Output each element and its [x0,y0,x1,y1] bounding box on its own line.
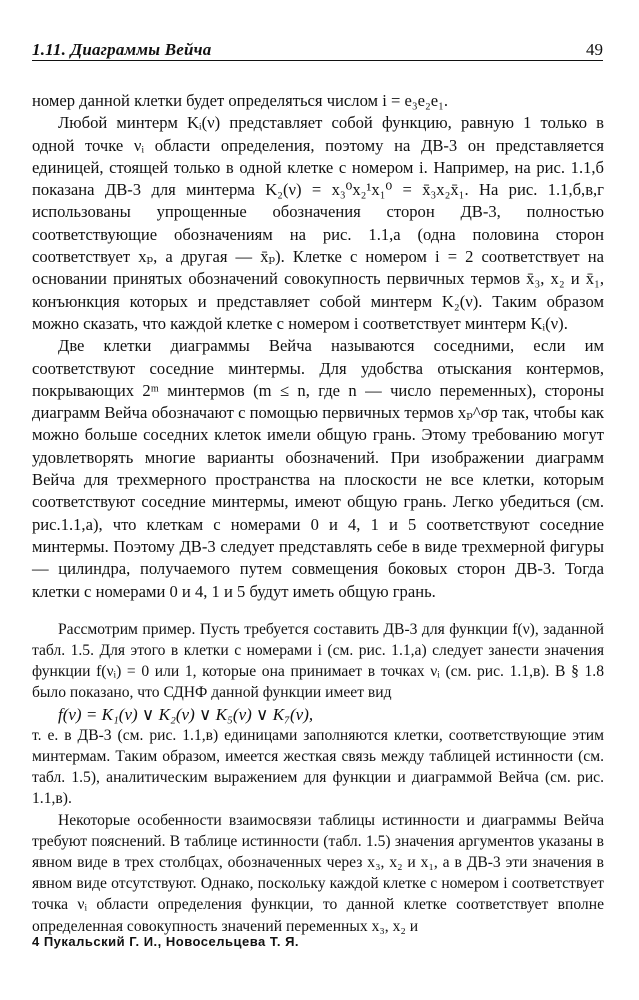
footer-signature: 4 Пукальский Г. И., Новосельцева Т. Я. [32,934,300,949]
paragraph: Любой минтерм Kᵢ(ν) представляет собой функцию, равную 1 только в одной точке νᵢ области определения, поэтому на ДВ-3 он представляется единицей, стоящей только в одной клетке с номером i. Например, на рис. 1.1,б показана ДВ-3 для минтерма K₂(ν) = x₃⁰x₂¹x₁⁰ = x̄₃x₂x̄₁. На рис. 1.1,б,в,г использованы упрощенные обозначения сторон ДВ-3, полностью соответствующие обозначениям на рис. 1.1,а (одна половина сторон соответствует xₚ, а другая — x̄ₚ). Клетке с номером i = 2 соответствует на основании принятых обозначений совокупность первичных термов x̄₃, x₂ и x̄₁, конъюнкция которых и представляет собой минтерм K₂(ν). Таким образом можно сказать, что каждой клетке с номером i соответствует минтерм Kᵢ(ν). [32,113,604,333]
section-title: 1.11. Диаграммы Вейча [32,40,212,59]
paragraph: номер данной клетки будет определяться числом i = e₃e₂e₁. [32,91,449,110]
formula: f(ν) = K₁(ν) ∨ K₂(ν) ∨ K₅(ν) ∨ K₇(ν), [58,704,314,724]
page-number: 49 [586,40,603,59]
example-block [32,619,604,937]
example-paragraph: Рассмотрим пример. Пусть требуется составить ДВ-3 для функции f(ν), заданной табл. 1.5. Для этого в клетки с номерами i (см. рис. 1.1,а) следует занести значения функции f(νᵢ) = 0 или 1, которые она принимает в точках νᵢ (см. рис. 1.1,в). В § 1.8 было показано, что СДНФ данной функции имеет вид [32,620,604,702]
paragraph: Две клетки диаграммы Вейча называются соседними, если им соответствуют соседние минтермы. Для удобства отыскания контермов, покрывающих 2ᵐ минтермов (m ≤ n, где n — число переменных), стороны диаграмм Вейча обозначают с помощью первичных термов xₚ^σp так, чтобы как можно больше соседних клеток имели общую грань. Этому требованию могут удовлетворять многие варианты обозначений. При изображении диаграмм Вейча для трехмерного пространства на плоскости не все клетки, которым соответствуют соседние минтермы, имеют общую грань. Легко убедиться (см. рис.1.1,а), что клеткам с номерами 0 и 4, 1 и 5 соответствуют соседние минтермы. Поэтому ДВ-3 следует представлять себе в виде трехмерной фигуры — цилиндра, получаемого путем совмещения боковых сторон ДВ-3. Тогда клетки с номерами 0 и 4, 1 и 5 будут иметь общую грань. [32,336,604,601]
example-paragraph: т. е. в ДВ-3 (см. рис. 1.1,в) единицами заполняются клетки, соответствующие этим минтермам. Таким образом, имеется жесткая связь между таблицей истинности (см. табл. 1.5), аналитическим выражением для функции и диаграммой Вейча (см. рис. 1.1,в). [32,726,604,808]
running-header [32,34,603,61]
main-text [32,90,604,937]
example-paragraph: Некоторые особенности взаимосвязи таблицы истинности и диаграммы Вейча требуют пояснений. В таблице истинности (табл. 1.5) значения аргументов указаны в явном виде в трех столбцах, обозначенных через x₃, x₂ и x₁, а в ДВ-3 эти значения в явном виде отсутствуют. Однако, поскольку каждой клетке с номером i соответствует точка νᵢ области определения функции, то данной клетке соответствует вполне определенная совокупность значений переменных x₃, x₂ и [32,811,604,935]
